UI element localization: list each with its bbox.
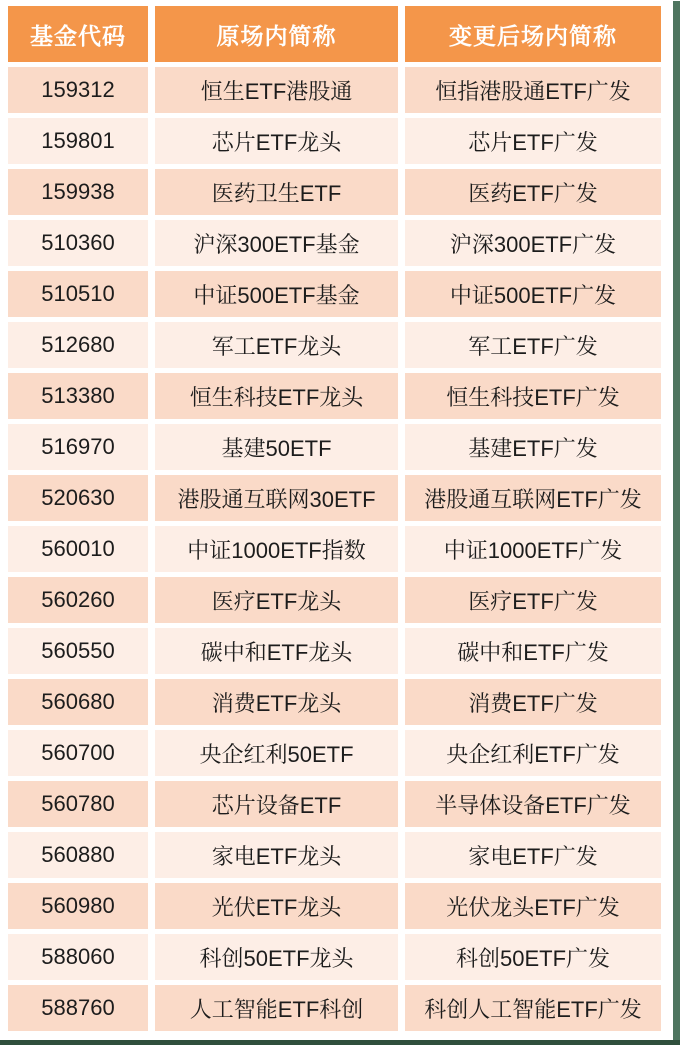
bottom-edge-border — [0, 1040, 680, 1045]
new-name-cell: 芯片ETF广发 — [405, 118, 661, 164]
new-name-cell: 央企红利ETF广发 — [405, 730, 661, 776]
table-row — [8, 781, 661, 827]
original-name-cell: 科创50ETF龙头 — [155, 934, 398, 980]
new-name-cell: 消费ETF广发 — [405, 679, 661, 725]
fund-code-cell: 560780 — [8, 781, 148, 827]
table-row — [8, 577, 661, 623]
original-name-cell: 基建50ETF — [155, 424, 398, 470]
fund-code-cell: 159312 — [8, 67, 148, 113]
fund-code-cell: 560880 — [8, 832, 148, 878]
table-row — [8, 322, 661, 368]
table-row — [8, 67, 661, 113]
table-body — [8, 67, 661, 1031]
fund-code-cell: 516970 — [8, 424, 148, 470]
table-header — [8, 6, 661, 62]
fund-code-cell: 560550 — [8, 628, 148, 674]
original-name-cell: 芯片ETF龙头 — [155, 118, 398, 164]
original-name-cell: 芯片设备ETF — [155, 781, 398, 827]
new-name-cell: 恒指港股通ETF广发 — [405, 67, 661, 113]
table-row — [8, 424, 661, 470]
new-name-cell: 家电ETF广发 — [405, 832, 661, 878]
header-row — [8, 6, 661, 62]
table-row — [8, 985, 661, 1031]
new-name-cell: 恒生科技ETF广发 — [405, 373, 661, 419]
original-name-cell: 碳中和ETF龙头 — [155, 628, 398, 674]
fund-code-cell: 588060 — [8, 934, 148, 980]
fund-code-cell: 588760 — [8, 985, 148, 1031]
new-name-cell: 军工ETF广发 — [405, 322, 661, 368]
table-row — [8, 271, 661, 317]
new-name-cell: 科创人工智能ETF广发 — [405, 985, 661, 1031]
new-name-cell: 光伏龙头ETF广发 — [405, 883, 661, 929]
new-name-cell: 半导体设备ETF广发 — [405, 781, 661, 827]
original-name-cell: 中证500ETF基金 — [155, 271, 398, 317]
original-name-cell: 医疗ETF龙头 — [155, 577, 398, 623]
new-name-cell: 基建ETF广发 — [405, 424, 661, 470]
new-name-cell: 碳中和ETF广发 — [405, 628, 661, 674]
new-name-cell: 医疗ETF广发 — [405, 577, 661, 623]
table-row — [8, 679, 661, 725]
new-name-cell: 医药ETF广发 — [405, 169, 661, 215]
fund-code-cell: 512680 — [8, 322, 148, 368]
original-name-cell: 港股通互联网30ETF — [155, 475, 398, 521]
table-row — [8, 373, 661, 419]
new-name-cell: 中证500ETF广发 — [405, 271, 661, 317]
table-row — [8, 883, 661, 929]
original-name-cell: 恒生科技ETF龙头 — [155, 373, 398, 419]
fund-rename-table — [1, 1, 668, 1036]
fund-code-cell: 560700 — [8, 730, 148, 776]
new-name-cell: 科创50ETF广发 — [405, 934, 661, 980]
col-header-new-name: 变更后场内简称 — [405, 6, 661, 62]
col-header-fund-code: 基金代码 — [8, 6, 148, 62]
new-name-cell: 沪深300ETF广发 — [405, 220, 661, 266]
table-row — [8, 526, 661, 572]
fund-code-cell: 159801 — [8, 118, 148, 164]
original-name-cell: 家电ETF龙头 — [155, 832, 398, 878]
fund-code-cell: 510510 — [8, 271, 148, 317]
fund-code-cell: 560010 — [8, 526, 148, 572]
original-name-cell: 中证1000ETF指数 — [155, 526, 398, 572]
fund-code-cell: 560680 — [8, 679, 148, 725]
original-name-cell: 光伏ETF龙头 — [155, 883, 398, 929]
fund-code-cell: 510360 — [8, 220, 148, 266]
fund-code-cell: 560260 — [8, 577, 148, 623]
new-name-cell: 港股通互联网ETF广发 — [405, 475, 661, 521]
original-name-cell: 军工ETF龙头 — [155, 322, 398, 368]
right-edge-border — [673, 1, 680, 1045]
table-row — [8, 475, 661, 521]
fund-code-cell: 513380 — [8, 373, 148, 419]
table-row — [8, 730, 661, 776]
original-name-cell: 央企红利50ETF — [155, 730, 398, 776]
original-name-cell: 消费ETF龙头 — [155, 679, 398, 725]
table-row — [8, 118, 661, 164]
original-name-cell: 沪深300ETF基金 — [155, 220, 398, 266]
fund-code-cell: 159938 — [8, 169, 148, 215]
table-row — [8, 628, 661, 674]
original-name-cell: 医药卫生ETF — [155, 169, 398, 215]
col-header-original-name: 原场内简称 — [155, 6, 398, 62]
original-name-cell: 恒生ETF港股通 — [155, 67, 398, 113]
new-name-cell: 中证1000ETF广发 — [405, 526, 661, 572]
fund-code-cell: 520630 — [8, 475, 148, 521]
fund-code-cell: 560980 — [8, 883, 148, 929]
original-name-cell: 人工智能ETF科创 — [155, 985, 398, 1031]
table-row — [8, 220, 661, 266]
table-row — [8, 169, 661, 215]
table-row — [8, 934, 661, 980]
table-row — [8, 832, 661, 878]
